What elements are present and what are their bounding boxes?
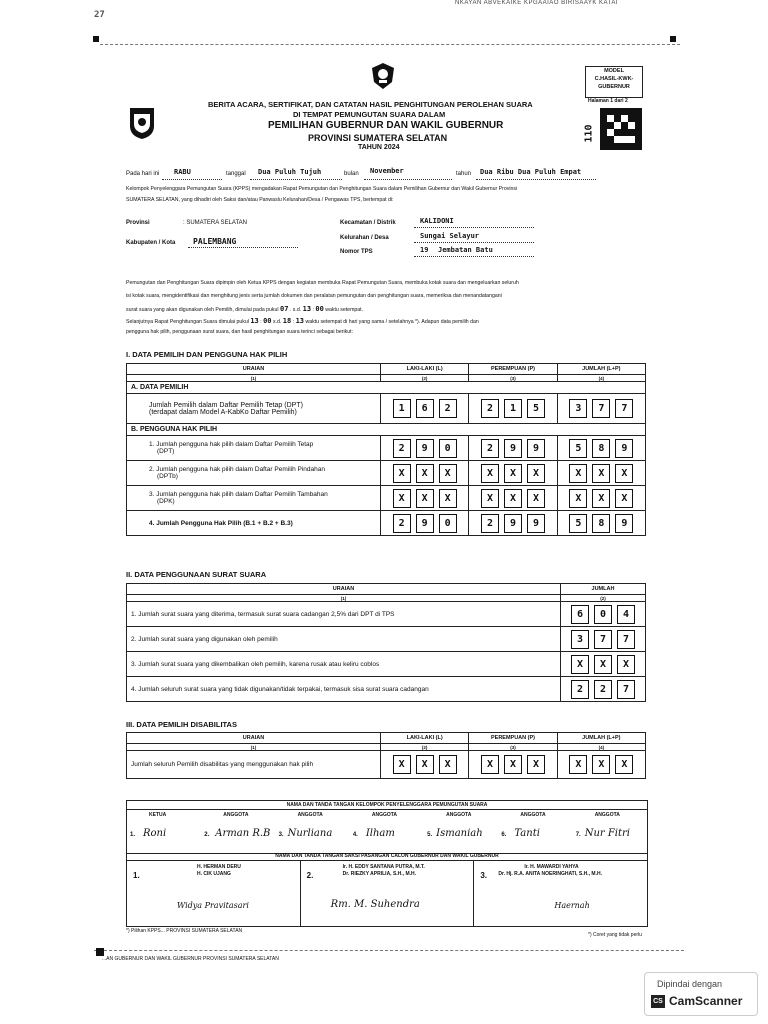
digit-box: 7	[594, 630, 612, 649]
digit-box: 9	[527, 439, 545, 458]
signature-slot: 1. KETUA Roni	[130, 812, 167, 839]
digit-box: X	[615, 464, 633, 483]
digit-box: 8	[592, 514, 610, 533]
saksi-slot: 3. Ir. H. MAWARDI YAHYA Dr. Hj. R.A. ANITA NOERINGHATI, S.H., M.H. Haernah	[480, 864, 602, 910]
digit-box: 9	[504, 514, 522, 533]
title-line-5: TAHUN 2024	[358, 144, 400, 151]
digit-box: 7	[617, 680, 635, 699]
kabupaten-value: PALEMBANG	[193, 237, 237, 246]
digit-box: 9	[416, 514, 434, 533]
paragraph-line-1: Pemungutan dan Penghitungan Suara dipimpin oleh Ketua KPPS dengan kegiatan membuka Rapat Pemungutan Suara, membuka kotak suara dan mengeluarkan seluruh	[126, 280, 519, 286]
saksi-slot: 1. H. HERMAN DERU H. CIK UJANG Widya Pravitasari	[127, 861, 301, 926]
digit-box: X	[439, 464, 457, 483]
digit-box: X	[416, 755, 434, 774]
digit-box: X	[439, 755, 457, 774]
title-line-3: PEMILIHAN GUBERNUR DAN WAKIL GUBERNUR	[268, 120, 504, 131]
digit-box: X	[617, 655, 635, 674]
tps-label: Nomor TPS	[340, 249, 373, 255]
digit-box: X	[615, 755, 633, 774]
digit-box: X	[527, 489, 545, 508]
digit-box: X	[527, 464, 545, 483]
intro-tahun: Dua Ribu Dua Puluh Empat	[480, 168, 582, 176]
digit-box: X	[416, 489, 434, 508]
digit-box: 2	[594, 680, 612, 699]
province-emblem-icon	[128, 106, 156, 140]
intro-tahun-label: tahun	[456, 171, 472, 177]
provinsi-label: Provinsi	[126, 220, 150, 226]
side-code: 110	[583, 124, 595, 143]
digit-box: X	[615, 489, 633, 508]
table-row: Jumlah Pemilih dalam Daftar Pemilih Tetap (DPT) (terdapat dalam Model A-KabKo Daftar Pemilih) 1 6 2 2 1 5 3 7 7	[127, 394, 646, 424]
digit-box: 3	[571, 630, 589, 649]
model-box: MODEL C.HASIL-KWK- GUBERNUR	[585, 66, 643, 98]
digit-box: 9	[615, 439, 633, 458]
saksi-signature-block	[126, 852, 648, 927]
intro-line-2: Kelompok Penyelenggara Pemungutan Suara (KPPS) mengadakan Rapat Pemungutan dan Penghitungan Suara dalam Pemilihan Gubernur dan Wakil Gubernur Provinsi	[126, 186, 518, 192]
digit-box: X	[592, 755, 610, 774]
digit-box: 2	[481, 399, 499, 418]
digit-box: X	[569, 755, 587, 774]
col-perempuan: PEREMPUAN (P)	[469, 364, 557, 375]
digit-box: 2	[481, 439, 499, 458]
paragraph-line-2: isi kotak suara, mengidentifikasi dan menghitung jenis serta jumlah dokumen dan peralatan pemungutan dan penghitungan suara, memeriksa dan menandatangani	[126, 293, 502, 299]
scan-marker	[670, 36, 676, 42]
digit-box: X	[592, 489, 610, 508]
digit-box: X	[481, 755, 499, 774]
digit-box: 5	[527, 399, 545, 418]
saksi-signature: Rm. M. Suhendra	[330, 899, 420, 910]
intro-hari: RABU	[174, 168, 191, 176]
digit-box: 0	[594, 605, 612, 624]
section-1-table: URAIAN LAKI-LAKI (L) PEREMPUAN (P) JUMLAH (L+P) (1) (2) (3) (4) A. DATA PEMILIH Jumlah Pemilih dalam Daftar Pemilih Tetap (DPT) (terdapat dalam Model A-KabKo Daftar Pemilih) 1 6 2 2 1 5 3 7 7 B. PENGGUNA HAK PILIH 1. Jumlah pengguna hak pilih dalam Daftar Pemilih Tetap (DPT) 2 9 0 2 9 9 5 8 9 2. Jumlah pengguna hak pilih dalam Daftar Pemilih Pindahan (DPTb) X X X X X X X X X 3. Jumlah pengguna hak pilih dalam Daftar Pemilih Tambahan (DPK) X X X X X X X X X 4. Jumlah Pengguna Hak Pilih (B.1 + B.2 + B.3) 2 9 0 2 9 9 5 8 9	[126, 363, 646, 536]
form-page	[88, 40, 668, 965]
intro-tanggal: Dua Puluh Tujuh	[258, 168, 322, 176]
digit-box: 7	[592, 399, 610, 418]
tps-value: 19	[420, 246, 429, 254]
col-uraian: URAIAN	[127, 364, 381, 375]
digit-box: 5	[569, 514, 587, 533]
signature-slot: 5. ANGGOTA Ismaniah	[427, 812, 483, 839]
digit-box: X	[504, 489, 522, 508]
digit-box: X	[569, 464, 587, 483]
table-row: Jumlah seluruh Pemilih disabilitas yang menggunakan hak pilih X X X X X X X X X	[127, 751, 646, 779]
table-row: 2. Jumlah pengguna hak pilih dalam Daftar Pemilih Pindahan (DPTb) X X X X X X X X X	[127, 461, 646, 486]
table-row: 2. Jumlah surat suara yang digunakan oleh pemilih 3 7 7	[127, 627, 646, 652]
digit-box: X	[481, 489, 499, 508]
digit-box: X	[527, 755, 545, 774]
digit-box: 7	[617, 630, 635, 649]
digit-box: X	[594, 655, 612, 674]
digit-box: 3	[569, 399, 587, 418]
paragraph-line-4: Selanjutnya Rapat Penghitungan Suara dimulai pukul 13 : 00 s.d. 18 : 13 waktu setempat di hari yang sama / setelahnya *). Adapun data pemilih dan	[126, 317, 479, 325]
digit-box: 9	[416, 439, 434, 458]
digit-box: 2	[393, 439, 411, 458]
digit-box: 1	[504, 399, 522, 418]
section-2-table: URAIAN JUMLAH (1) (2) 1. Jumlah surat suara yang diterima, termasuk surat suara cadangan 2,5% dari DPT di TPS 6 0 4 2. Jumlah surat suara yang digunakan oleh pemilih 3 7 7 3. Jumlah surat suara yang dikembalikan oleh pemilih, karena rusak atau keliru coblos X X X 4. Jumlah seluruh surat suara yang tidak digunakan/tidak terpakai, termasuk sisa surat suara cadangan 2 2 7	[126, 583, 646, 702]
intro-bulan: November	[370, 167, 404, 175]
digit-box: X	[504, 755, 522, 774]
digit-box: 2	[571, 680, 589, 699]
table-row: 4. Jumlah seluruh surat suara yang tidak digunakan/tidak terpakai, termasuk sisa surat suara cadangan 2 2 7	[127, 677, 646, 702]
digit-box: X	[592, 464, 610, 483]
table-row: 4. Jumlah Pengguna Hak Pilih (B.1 + B.2 + B.3) 2 9 0 2 9 9 5 8 9	[127, 511, 646, 536]
footer-right-note: *) Coret yang tidak perlu	[588, 932, 642, 938]
kecamatan-value: KALIDONI	[420, 217, 454, 225]
digit-box: X	[393, 489, 411, 508]
title-line-2: DI TEMPAT PEMUNGUTAN SUARA DALAM	[293, 110, 446, 119]
intro-hari-label: Pada hari ini	[126, 171, 160, 177]
digit-box: X	[416, 464, 434, 483]
section-3-title: III. DATA PEMILIH DISABILITAS	[126, 720, 237, 729]
digit-box: X	[393, 755, 411, 774]
kecamatan-label: Kecamatan / Distrik	[340, 220, 396, 226]
signature-slot: 3. ANGGOTA Nurliana	[278, 812, 333, 839]
tps-extra: Jembatan Batu	[438, 246, 493, 254]
title-line-1: BERITA ACARA, SERTIFIKAT, DAN CATATAN HASIL PENGHITUNGAN PEROLEHAN SUARA	[208, 100, 533, 109]
table-row: 3. Jumlah surat suara yang dikembalikan oleh pemilih, karena rusak atau keliru coblos X X X	[127, 652, 646, 677]
saksi-slot: 2. Ir. H. EDDY SANTANA PUTRA, M.T. Dr. RIEZKY APRILIA, S.H., M.H. Rm. M. Suhendra	[301, 861, 475, 926]
title-line-4: PROVINSI SUMATERA SELATAN	[308, 133, 448, 143]
paragraph-line-5: pengguna hak pilih, penggunaan surat suara, dan hasil penghitungan suara terinci sebagai berikut:	[126, 329, 353, 335]
digit-box: 9	[527, 514, 545, 533]
digit-box: 1	[393, 399, 411, 418]
signature-slot: 4. ANGGOTA Ilham	[352, 812, 398, 839]
section-2-title: II. DATA PENGGUNAAN SURAT SUARA	[126, 570, 267, 579]
intro-bulan-label: bulan	[344, 171, 359, 177]
digit-box: 2	[481, 514, 499, 533]
digit-box: X	[393, 464, 411, 483]
digit-box: 2	[439, 399, 457, 418]
bottom-dashed-line	[94, 950, 684, 951]
scan-marker	[96, 948, 104, 956]
signature-slot: 7. ANGGOTA Nur Fitri	[575, 812, 630, 839]
digit-box: 0	[439, 514, 457, 533]
col-jumlah: JUMLAH (L+P)	[557, 364, 645, 375]
camscanner-logo-icon: CS	[651, 995, 665, 1008]
col-laki: LAKI-LAKI (L)	[381, 364, 469, 375]
group-a-title: A. DATA PEMILIH	[127, 382, 646, 394]
digit-box: 9	[615, 514, 633, 533]
kpps-header: NAMA DAN TANDA TANGAN KELOMPOK PENYELENGGARA PEMUNGUTAN SUARA	[127, 801, 647, 810]
digit-box: X	[571, 655, 589, 674]
group-b-title: B. PENGGUNA HAK PILIH	[127, 424, 646, 436]
saksi-signature: Haernah	[554, 901, 590, 910]
digit-box: 0	[439, 439, 457, 458]
saksi-header: NAMA DAN TANDA TANGAN SAKSI PASANGAN CALON GUBERNUR DAN WAKIL GUBERNUR	[127, 852, 647, 861]
top-left-mark: 27	[94, 10, 105, 20]
table-row: 1. Jumlah pengguna hak pilih dalam Daftar Pemilih Tetap (DPT) 2 9 0 2 9 9 5 8 9	[127, 436, 646, 461]
digit-box: X	[504, 464, 522, 483]
digit-box: X	[481, 464, 499, 483]
top-smear: NKAYAN ABVEKAIKE KPGAAIAO BIRISAAYK KATAI	[455, 0, 618, 6]
intro-tanggal-label: tanggal	[226, 171, 246, 177]
digit-box: 6	[416, 399, 434, 418]
saksi-signature: Widya Pravitasari	[177, 901, 249, 910]
intro-line-3: SUMATERA SELATAN, yang dihadiri oleh Saksi dan/atau Panwaslu Kelurahan/Desa / Pengawas TPS, bertempat di:	[126, 197, 394, 203]
table-row: 3. Jumlah pengguna hak pilih dalam Daftar Pemilih Tambahan (DPK) X X X X X X X X X	[127, 486, 646, 511]
qr-code-icon	[600, 108, 642, 150]
page-number: Halaman 1 dari 2	[588, 98, 628, 104]
digit-box: 2	[393, 514, 411, 533]
signature-slot: 6. ANGGOTA Tanti	[501, 812, 546, 839]
digit-box: 5	[569, 439, 587, 458]
kpu-logo-icon	[370, 62, 396, 90]
camscanner-line-1: Dipindai dengan	[657, 979, 723, 989]
section-3-table: URAIAN LAKI-LAKI (L) PEREMPUAN (P) JUMLAH (L+P) (1) (2) (3) (4) Jumlah seluruh Pemilih disabilitas yang menggunakan hak pilih X X X X X X X X X	[126, 732, 646, 779]
signature-slot: 2. ANGGOTA Arman R.B	[204, 812, 271, 839]
camscanner-line-2: CamScanner	[669, 994, 743, 1008]
digit-box: 8	[592, 439, 610, 458]
kpps-signature-block	[126, 800, 648, 854]
kelurahan-value: Sungai Selayur	[420, 232, 480, 240]
kelurahan-label: Kelurahan / Desa	[340, 235, 389, 241]
footer-bottom: ...AN GUBERNUR DAN WAKIL GUBERNUR PROVINSI SUMATERA SELATAN	[102, 956, 279, 962]
camscanner-badge	[644, 972, 758, 1016]
digit-box: 9	[504, 439, 522, 458]
digit-box: X	[439, 489, 457, 508]
section-1-title: I. DATA PEMILIH DAN PENGGUNA HAK PILIH	[126, 350, 288, 359]
digit-box: 4	[617, 605, 635, 624]
digit-box: X	[569, 489, 587, 508]
provinsi-value: : SUMATERA SELATAN	[183, 220, 248, 226]
table-row: 1. Jumlah surat suara yang diterima, termasuk surat suara cadangan 2,5% dari DPT di TPS 6 0 4	[127, 602, 646, 627]
paragraph-line-3: surat suara yang akan digunakan oleh Pemilih, dimulai pada pukul 07 . s.d. 13 : 00 waktu setempat.	[126, 305, 364, 313]
kabupaten-label: Kabupaten / Kota	[126, 240, 176, 246]
footer-left-note: *) Pilihan KPPS... PROVINSI SUMATERA SELATAN	[126, 928, 243, 934]
digit-box: 7	[615, 399, 633, 418]
digit-box: 6	[571, 605, 589, 624]
